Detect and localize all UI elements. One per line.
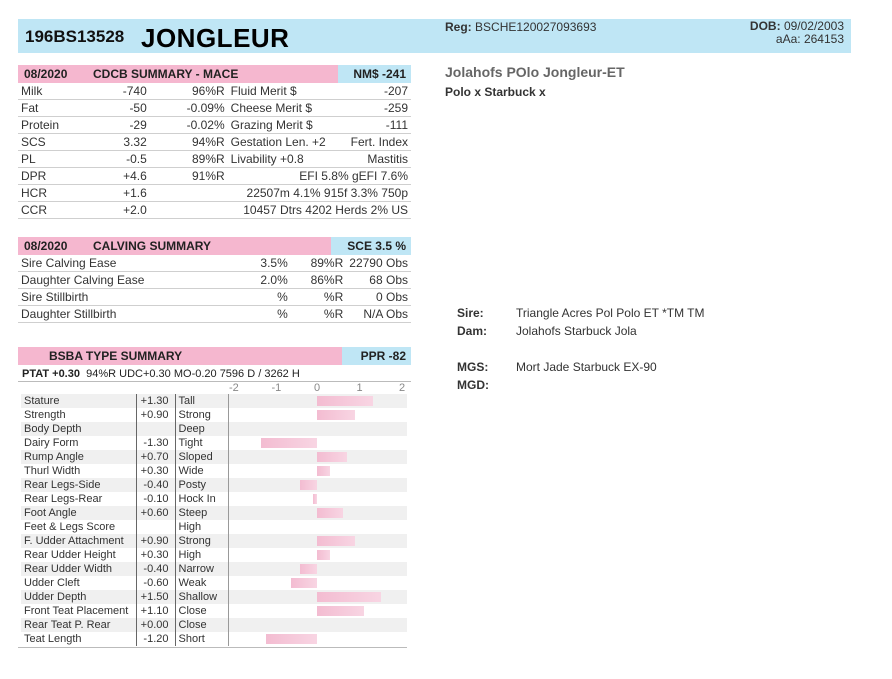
cdcb-cell: Mastitis xyxy=(348,151,411,168)
trait-value: +0.70 xyxy=(136,450,175,464)
trait-bar xyxy=(300,480,317,490)
trait-row xyxy=(21,590,407,604)
reg-label: Reg: xyxy=(445,20,472,34)
type-traits-table xyxy=(21,394,407,646)
cdcb-cell: -0.5 xyxy=(88,151,150,168)
cdcb-cell: Cheese Merit $ xyxy=(228,100,348,117)
trait-row xyxy=(21,450,407,464)
trait-row xyxy=(21,506,407,520)
trait-row xyxy=(21,548,407,562)
trait-bar-cell xyxy=(228,408,407,422)
trait-descriptor: Strong xyxy=(175,408,228,422)
dob-block xyxy=(750,20,844,46)
trait-name: Strength xyxy=(24,409,66,421)
trait-value: +0.90 xyxy=(136,534,175,548)
cdcb-row xyxy=(18,117,411,134)
trait-bar-cell xyxy=(228,534,407,548)
trait-name: Feet & Legs Score xyxy=(24,521,116,533)
trait-bar xyxy=(317,508,343,518)
cdcb-title: CDCB SUMMARY - MACE xyxy=(93,67,239,81)
cdcb-cell: -0.09% xyxy=(150,100,228,117)
cdcb-cell: -29 xyxy=(88,117,150,134)
cdcb-nm-value: NM$ -241 xyxy=(353,67,406,81)
trait-bar xyxy=(313,494,317,504)
trait-row xyxy=(21,436,407,450)
cdcb-cell: +4.6 xyxy=(88,168,150,185)
trait-bar-cell xyxy=(228,618,407,632)
trait-name: Rump Angle xyxy=(21,450,136,464)
trait-bar-cell xyxy=(228,478,407,492)
cdcb-cell: -259 xyxy=(348,100,411,117)
cdcb-cell: 22507m 4.1% 915f 3.3% 750p xyxy=(228,185,411,202)
trait-bar xyxy=(291,578,317,588)
trait-bar xyxy=(300,564,317,574)
trait-bar xyxy=(317,396,373,406)
trait-row xyxy=(21,492,407,506)
cdcb-cell: Fert. Index xyxy=(348,134,411,151)
calving-cell: Daughter Calving Ease xyxy=(18,272,206,289)
animal-name: JONGLEUR xyxy=(141,23,290,53)
trait-bar xyxy=(317,536,355,546)
trait-bar-cell xyxy=(228,464,407,478)
trait-value: +1.30 xyxy=(136,394,175,408)
ptat-label: PTAT +0.30 xyxy=(22,368,80,380)
cdcb-cell: PL xyxy=(18,151,88,168)
cdcb-cell: 91%R xyxy=(150,168,228,185)
trait-name: Stature xyxy=(21,394,136,408)
trait-value: -0.10 xyxy=(136,492,175,506)
cdcb-cell: -111 xyxy=(348,117,411,134)
calving-table xyxy=(18,255,411,323)
trait-bar-cell xyxy=(228,450,407,464)
full-registered-name: Jolahofs POlo Jongleur-ET xyxy=(445,64,625,80)
cdcb-cell: 3.32 xyxy=(88,134,150,151)
cdcb-cell: Fat xyxy=(18,100,88,117)
calving-cell: 86%R xyxy=(291,272,347,289)
type-title: BSBA TYPE SUMMARY xyxy=(49,349,183,363)
cdcb-row xyxy=(18,83,411,100)
calving-cell: 0 Obs xyxy=(346,289,411,306)
cdcb-row xyxy=(18,202,411,219)
calving-row xyxy=(18,272,411,289)
trait-bar xyxy=(266,634,317,644)
trait-bar xyxy=(317,592,381,602)
trait-name: Body Depth xyxy=(21,422,136,436)
cdcb-cell: HCR xyxy=(18,185,88,202)
trait-bar-cell xyxy=(228,562,407,576)
trait-value: +0.90 xyxy=(136,408,175,422)
trait-name: Foot Angle xyxy=(21,506,136,520)
ptat-details: 94%R UDC+0.30 MO-0.20 7596 D / 3262 H xyxy=(86,368,300,380)
cdcb-cell: +2.0 xyxy=(88,202,150,219)
cdcb-cell: Fluid Merit $ xyxy=(228,83,348,100)
trait-value xyxy=(136,520,175,534)
cdcb-cell: -207 xyxy=(348,83,411,100)
calving-cell: 89%R xyxy=(291,255,347,272)
trait-row xyxy=(21,534,407,548)
cdcb-cell: CCR xyxy=(18,202,88,219)
trait-name: F. Udder Attachment xyxy=(21,534,136,548)
trait-bar-cell xyxy=(228,632,407,646)
trait-row xyxy=(21,464,407,478)
trait-row xyxy=(21,520,407,534)
trait-value: +0.30 xyxy=(136,548,175,562)
mgs-name: Mort Jade Starbuck EX-90 xyxy=(516,360,657,374)
calving-cell: %R xyxy=(291,306,347,323)
trait-descriptor: Steep xyxy=(175,506,228,520)
cdcb-row xyxy=(18,185,411,202)
dob-value: 09/02/2003 xyxy=(783,19,844,33)
trait-bar-cell xyxy=(228,436,407,450)
trait-name: Dairy Form xyxy=(24,437,79,449)
cdcb-cell: SCS xyxy=(18,134,88,151)
calving-cell: % xyxy=(206,289,291,306)
trait-name: Rear Legs-Side xyxy=(21,478,136,492)
trait-bar-cell xyxy=(228,394,407,408)
trait-name: Rear Legs-Rear xyxy=(24,493,103,505)
cdcb-cell: EFI 5.8% gEFI 7.6% xyxy=(228,168,411,185)
parents-line: Polo x Starbuck x xyxy=(445,85,546,99)
cdcb-table xyxy=(18,83,411,219)
calving-cell: 22790 Obs xyxy=(346,255,411,272)
cdcb-cell xyxy=(150,185,228,202)
ptat-line xyxy=(22,368,300,380)
mgs-label: MGS: xyxy=(457,360,489,374)
reg-value: BSCHE120027093693 xyxy=(475,20,597,34)
trait-bar xyxy=(317,606,364,616)
trait-name: Udder Cleft xyxy=(24,577,80,589)
trait-value: -0.60 xyxy=(136,576,175,590)
trait-bar-cell xyxy=(228,604,407,618)
calving-row xyxy=(18,289,411,306)
cdcb-cell: 96%R xyxy=(150,83,228,100)
cdcb-row xyxy=(18,100,411,117)
cdcb-row xyxy=(18,168,411,185)
scale-tick-label: 2 xyxy=(399,382,406,394)
trait-value: -0.40 xyxy=(136,562,175,576)
scale-tick-label: 0 xyxy=(314,382,321,394)
calving-cell: 3.5% xyxy=(206,255,291,272)
calving-cell: Daughter Stillbirth xyxy=(18,306,206,323)
cdcb-cell: Livability +0.8 xyxy=(228,151,348,168)
trait-name: Thurl Width xyxy=(24,465,81,477)
type-bottom-divider xyxy=(18,647,407,648)
trait-descriptor: Weak xyxy=(175,576,228,590)
trait-name: Rear Udder Width xyxy=(21,562,136,576)
trait-descriptor: Hock In xyxy=(175,492,228,506)
scale-tick-label: 1 xyxy=(356,382,363,394)
trait-name: Rear Udder Height xyxy=(24,549,116,561)
trait-row xyxy=(21,618,407,632)
aaa-value: 264153 xyxy=(803,32,844,46)
dob-label: DOB: xyxy=(749,19,781,33)
trait-value: -0.40 xyxy=(136,478,175,492)
cdcb-cell: 94%R xyxy=(150,134,228,151)
sire-label: Sire: xyxy=(457,306,484,320)
trait-descriptor: Posty xyxy=(175,478,228,492)
cdcb-row xyxy=(18,151,411,168)
dam-label: Dam: xyxy=(457,324,488,338)
trait-descriptor: Tight xyxy=(175,436,228,450)
calving-row xyxy=(18,255,411,272)
trait-descriptor: Deep xyxy=(175,422,228,436)
cdcb-cell: -50 xyxy=(88,100,150,117)
trait-value: +0.60 xyxy=(136,506,175,520)
calving-cell: 68 Obs xyxy=(346,272,411,289)
scale-tick-label: -1 xyxy=(271,382,282,394)
calving-date: 08/2020 xyxy=(24,239,68,253)
trait-name: Udder Depth xyxy=(21,590,136,604)
scale-tick-label: -2 xyxy=(229,382,239,394)
trait-value: -1.30 xyxy=(136,436,175,450)
trait-descriptor: Narrow xyxy=(175,562,228,576)
registration-id: 196BS13528 xyxy=(25,27,125,46)
trait-bar-cell xyxy=(228,576,407,590)
trait-descriptor: Close xyxy=(175,618,228,632)
cdcb-cell: -0.02% xyxy=(150,117,228,134)
cdcb-cell: Gestation Len. +2 xyxy=(228,134,348,151)
trait-bar xyxy=(261,438,317,448)
sire-name: Triangle Acres Pol Polo ET *TM TM xyxy=(516,306,705,320)
trait-row xyxy=(21,422,407,436)
cdcb-cell: 89%R xyxy=(150,151,228,168)
trait-bar-cell xyxy=(228,492,407,506)
mgd-label: MGD: xyxy=(457,378,489,392)
type-ppr-value: PPR -82 xyxy=(360,349,406,363)
trait-bar-cell xyxy=(228,590,407,604)
dam-name: Jolahofs Starbuck Jola xyxy=(516,324,637,338)
calving-cell: N/A Obs xyxy=(346,306,411,323)
cdcb-cell: Protein xyxy=(18,117,88,134)
cdcb-cell xyxy=(150,202,228,219)
trait-name: Front Teat Placement xyxy=(24,605,129,617)
trait-row xyxy=(21,576,407,590)
trait-descriptor: High xyxy=(175,520,228,534)
trait-value: +1.10 xyxy=(136,604,175,618)
cdcb-row xyxy=(18,134,411,151)
calving-title: CALVING SUMMARY xyxy=(93,239,211,253)
trait-descriptor: Sloped xyxy=(175,450,228,464)
trait-bar-cell xyxy=(228,520,407,534)
calving-cell: Sire Calving Ease xyxy=(18,255,206,272)
trait-descriptor: Short xyxy=(175,632,228,646)
cdcb-cell: +1.6 xyxy=(88,185,150,202)
trait-row xyxy=(21,632,407,646)
trait-row xyxy=(21,394,407,408)
trait-name: Teat Length xyxy=(24,633,82,645)
trait-descriptor: High xyxy=(175,548,228,562)
trait-descriptor: Wide xyxy=(175,464,228,478)
trait-value xyxy=(136,422,175,436)
type-scale xyxy=(229,382,407,394)
trait-row xyxy=(21,408,407,422)
trait-descriptor: Strong xyxy=(175,534,228,548)
trait-row xyxy=(21,562,407,576)
trait-bar-cell xyxy=(228,422,407,436)
trait-value: +1.50 xyxy=(136,590,175,604)
cdcb-cell: Milk xyxy=(18,83,88,100)
calving-cell: % xyxy=(206,306,291,323)
cdcb-cell: Grazing Merit $ xyxy=(228,117,348,134)
trait-bar xyxy=(317,466,330,476)
trait-value: +0.00 xyxy=(136,618,175,632)
aaa-label: aAa: xyxy=(775,32,801,46)
trait-descriptor: Close xyxy=(175,604,228,618)
cdcb-cell: DPR xyxy=(18,168,88,185)
trait-row xyxy=(21,604,407,618)
trait-bar xyxy=(317,452,347,462)
trait-value: +0.30 xyxy=(136,464,175,478)
trait-bar-cell xyxy=(228,548,407,562)
cdcb-date: 08/2020 xyxy=(24,67,68,81)
registration-number xyxy=(445,20,596,34)
cdcb-cell: -740 xyxy=(88,83,150,100)
trait-value: -1.20 xyxy=(136,632,175,646)
trait-descriptor: Shallow xyxy=(175,590,228,604)
trait-descriptor: Tall xyxy=(175,394,228,408)
trait-bar xyxy=(317,550,330,560)
trait-name: Rear Teat P. Rear xyxy=(21,618,136,632)
cdcb-cell: 10457 Dtrs 4202 Herds 2% US xyxy=(228,202,411,219)
calving-sce-value: SCE 3.5 % xyxy=(347,239,406,253)
trait-bar-cell xyxy=(228,506,407,520)
calving-row xyxy=(18,306,411,323)
trait-bar xyxy=(317,410,355,420)
calving-cell: %R xyxy=(291,289,347,306)
calving-cell: 2.0% xyxy=(206,272,291,289)
trait-row xyxy=(21,478,407,492)
calving-cell: Sire Stillbirth xyxy=(18,289,206,306)
